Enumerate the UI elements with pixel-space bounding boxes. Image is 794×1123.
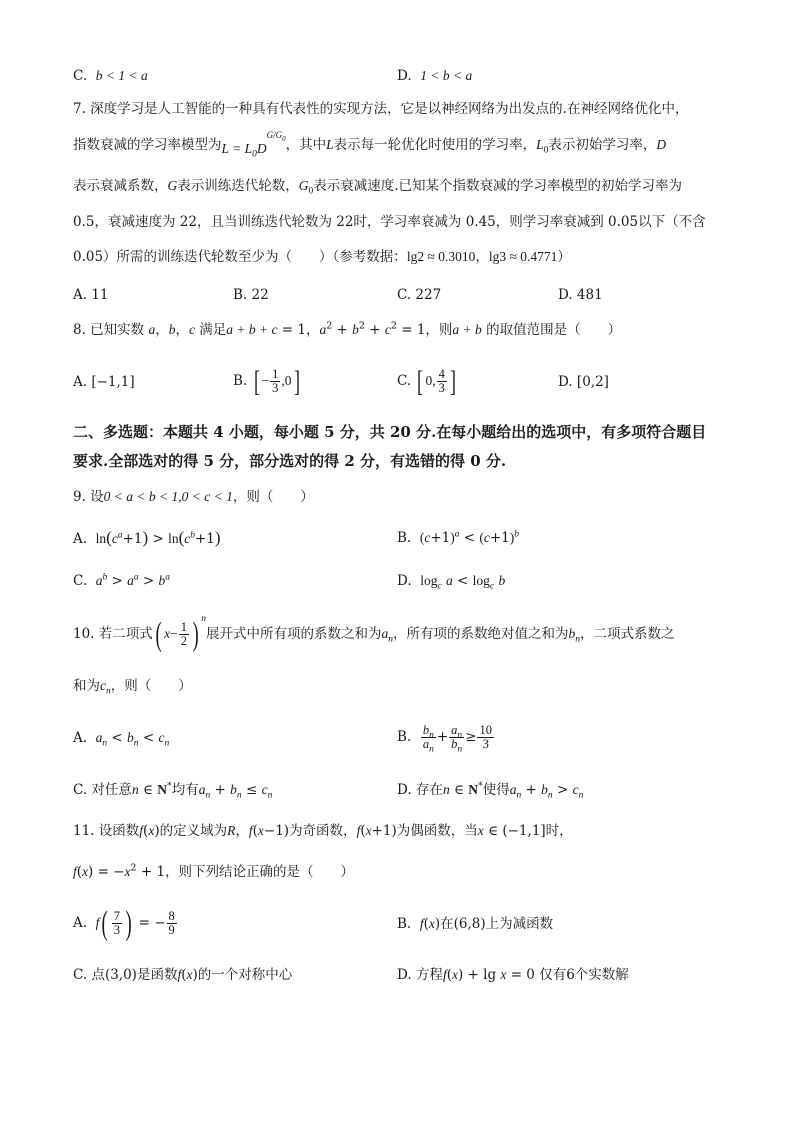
q7-line-4: 0.5，衰减速度为 22，且当训练迭代轮数为 22时，学习率衰减为 0.45，则学习率衰减到 0.05以下（不含 [73, 214, 706, 230]
q9-option-a: A. $\ln(c^a+1) > \ln(c^b+1)$ [73, 528, 221, 547]
q8-option-b: B. [ − $\frac{1}{3}$ ,0] [233, 364, 300, 398]
q7-formula: $L = L_0D^{G/G_0}$ [221, 129, 286, 160]
q9-option-b: B. $(c+1)^a < (c+1)^b$ [397, 529, 520, 546]
q7-option-c: C. 227 [397, 287, 442, 303]
q11-stem-line-2: $f(x) = -x^2 + 1$，则下列结论正确的是（ ） [73, 862, 355, 880]
q7-line-3: 表示衰减系数，G表示训练迭代轮数，$G_0$表示衰减速度.已知某个指数衰减的学习率模型的初始学习率为 [73, 178, 683, 197]
q7-line-5: 0.05）所需的训练迭代轮数至少为（ ）（参考数据：lg2 ≈ 0.3010，lg3 ≈ 0.4771） [73, 249, 571, 265]
q9-option-d: D. $\log_c a < \log_c b$ [397, 573, 506, 592]
q10-stem: 10. 若二项式( x− $\frac{1}{2}$ ) $^n$展开式中所有项的系数之和为$a_n$，所有项的系数绝对值之和为$b_n$，二项式系数之 [73, 613, 675, 653]
q6-option-c: C. b < 1 < a [73, 68, 148, 84]
q10-option-b: B. $\frac{b_n}{a_n}$ + $\frac{a_n}{b_n}$ ≥ $\frac{10}{3}$ [397, 723, 492, 755]
q6-option-d: D. 1 < b < a [397, 68, 473, 84]
q11-stem: 11. 设函数f(x)的定义域为R，f(x−1)为奇函数，f(x+1)为偶函数，当x ∈ (−1,1]时， [73, 823, 573, 839]
q11-option-b: B. f(x)在(6,8)上为减函数 [397, 916, 554, 932]
q7-option-d: D. 481 [558, 287, 603, 303]
q11-option-a: A. f( $\frac{7}{3}$ ) = − $\frac{8}{9}$ [73, 904, 175, 942]
q10-stem-line-2: 和为$c_n$，则（ ） [73, 678, 192, 697]
q7-line-1: 7. 深度学习是人工智能的一种具有代表性的实现方法，它是以神经网络为出发点的.在神经网络优化中， [73, 101, 689, 117]
q7-option-a: A. 11 [73, 287, 109, 303]
q8-option-c: C. [ 0, $\frac{4}{3}$ ] [397, 364, 456, 398]
q8-stem: 8. 已知实数 a，b，c 满足a + b + c = 1，$a^2 + b^2 + c^2 = 1$，则a + b 的取值范围是（ ） [73, 320, 622, 338]
section-2-header-line-2: 要求.全部选对的得 5 分，部分选对的得 2 分，有选错的得 0 分. [73, 452, 507, 470]
q10-option-c: C. 对任意n ∈ N*均有$a_n + b_n \le c_n$ [73, 780, 273, 801]
q9-option-c: C. $a^b > a^a > b^a$ [73, 572, 171, 589]
q11-option-d: D. 方程f(x) + lg x = 0 仅有6个实数解 [397, 967, 629, 983]
q10-option-d: D. 存在n ∈ N*使得$a_n + b_n > c_n$ [397, 780, 584, 801]
q11-option-c: C. 点(3,0)是函数f(x)的一个对称中心 [73, 967, 293, 983]
q8-option-d: D. [0,2] [558, 374, 609, 390]
q8-option-a: A. [−1,1] [73, 374, 135, 390]
q7-line-2: 指数衰减的学习率模型为$L = L_0D^{G/G_0}$，其中L表示每一轮优化时使用的学习率，$L_0$表示初始学习率，D [73, 129, 667, 160]
q7-option-b: B. 22 [233, 287, 269, 303]
q10-option-a: A. $a_n < b_n < c_n$ [73, 730, 170, 749]
q9-stem: 9. 设0 < a < b < 1,0 < c < 1，则（ ） [73, 489, 314, 505]
section-2-header-line-1: 二、多选题：本题共 4 小题，每小题 5 分，共 20 分.在每小题给出的选项中，有多项符合题目 [73, 423, 707, 441]
